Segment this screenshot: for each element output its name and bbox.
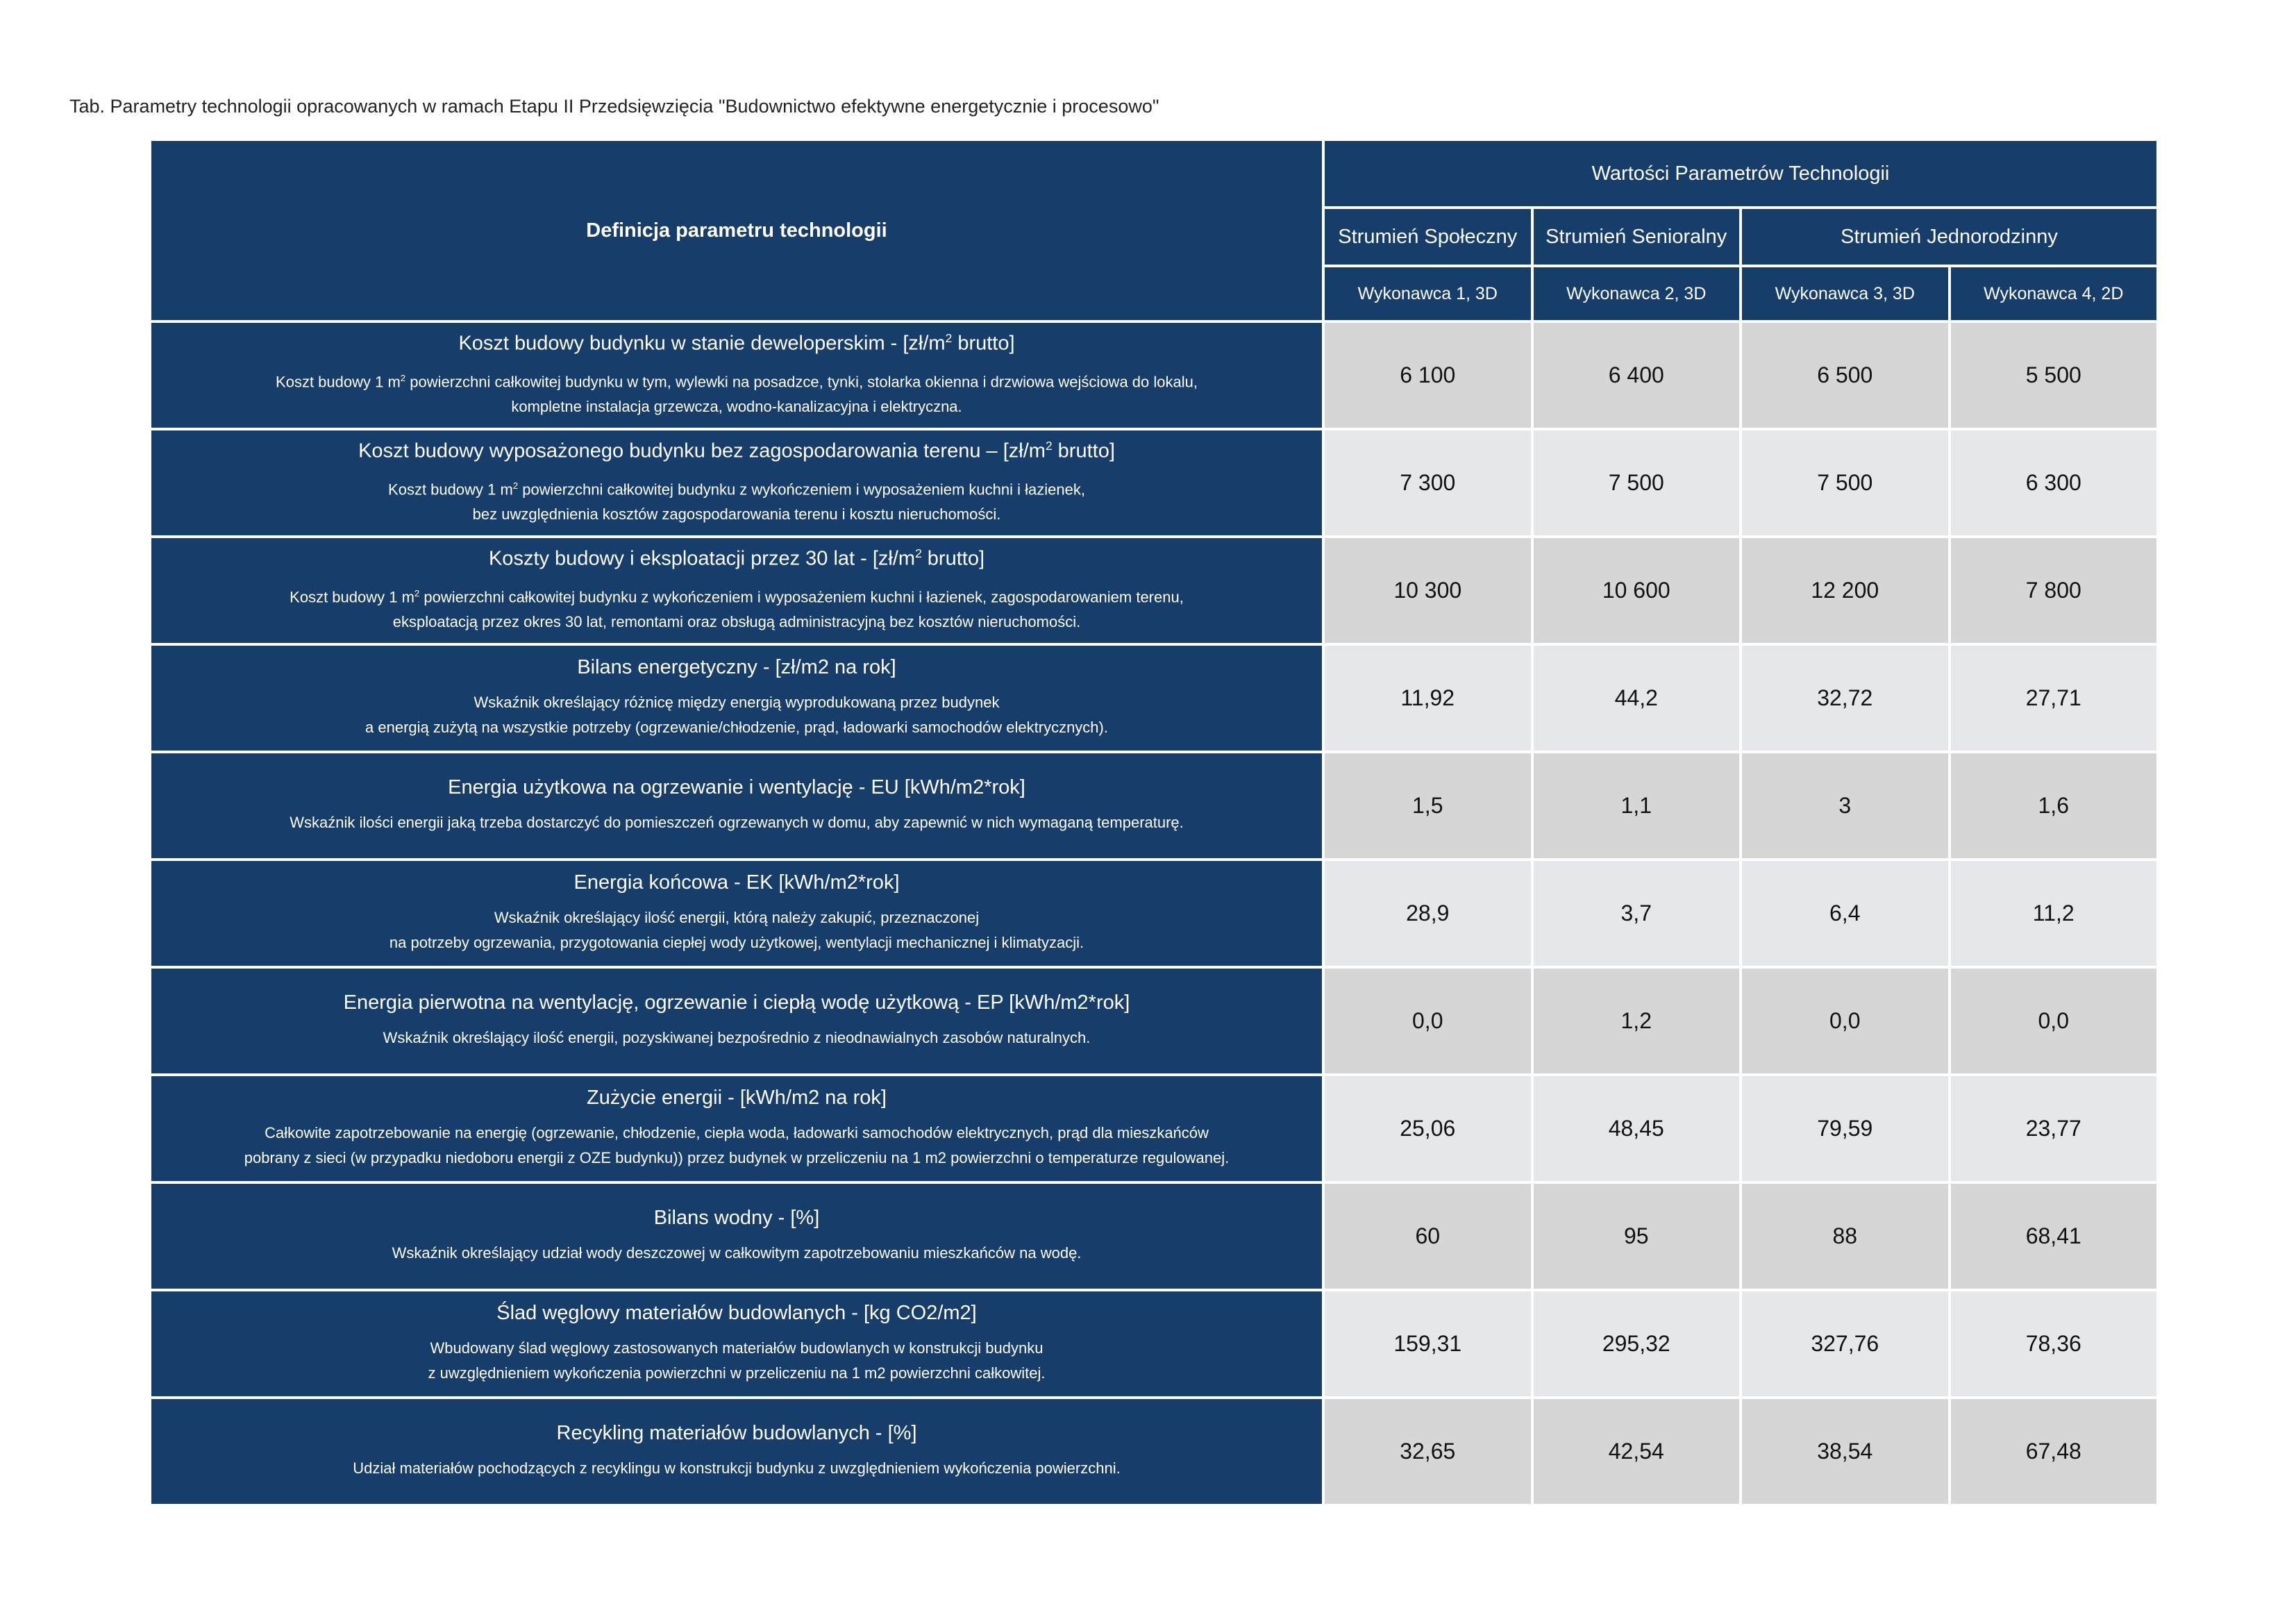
header-contractor-1: Wykonawca 1, 3D — [1325, 267, 1531, 320]
parameter-definition — [151, 969, 1322, 1073]
row-desc-line-1 — [172, 366, 1301, 394]
superscript: 2 — [915, 546, 922, 560]
row-title-text: Bilans wodny - [%] — [653, 1207, 820, 1229]
value-contractor-4: 27,71 — [1951, 646, 2157, 751]
row-title-suffix: brutto] — [1052, 440, 1115, 462]
header-stream-senior: Strumień Senioralny — [1534, 209, 1740, 265]
parameter-description — [172, 366, 1301, 419]
superscript: 2 — [1045, 438, 1053, 453]
parameter-description — [172, 1121, 1301, 1171]
value-contractor-4: 68,41 — [1951, 1184, 2157, 1289]
table-row — [151, 1076, 2156, 1181]
superscript: 2 — [400, 373, 406, 384]
table-row — [151, 753, 2156, 858]
row-title-text: Koszty budowy i eksploatacji przez 30 lat - [zł/m — [488, 547, 916, 570]
parameter-title — [172, 1207, 1301, 1230]
parameter-definition — [151, 753, 1322, 858]
value-contractor-4: 5 500 — [1951, 323, 2157, 428]
table-row — [151, 1184, 2156, 1289]
superscript: 2 — [945, 330, 953, 345]
row-desc-line-1 — [172, 1121, 1301, 1146]
value-contractor-3: 7 500 — [1742, 430, 1948, 535]
value-contractor-2: 1,2 — [1534, 969, 1740, 1073]
row-desc-text: Koszt budowy 1 m — [276, 373, 401, 391]
row-desc-text: Wbudowany ślad węglowy zastosowanych materiałów budowlanych w konstrukcji budynku — [430, 1339, 1044, 1357]
value-contractor-4: 67,48 — [1951, 1399, 2157, 1504]
value-contractor-2: 95 — [1534, 1184, 1740, 1289]
value-contractor-3: 38,54 — [1742, 1399, 1948, 1504]
row-title-text: Bilans energetyczny - [zł/m2 na rok] — [577, 656, 896, 678]
value-contractor-1: 0,0 — [1325, 969, 1531, 1073]
value-contractor-4: 0,0 — [1951, 969, 2157, 1073]
parameter-description — [172, 474, 1301, 527]
row-title-text: Energia użytkowa na ogrzewanie i wentylację - EU [kWh/m2*rok] — [448, 776, 1025, 798]
row-desc-line-1 — [172, 1456, 1301, 1481]
row-desc-line-1 — [172, 690, 1301, 715]
parameter-definition — [151, 538, 1322, 643]
value-contractor-3: 32,72 — [1742, 646, 1948, 751]
header-values-group: Wartości Parametrów Technologii — [1325, 141, 2156, 206]
row-desc-suffix: powierzchni całkowitej budynku z wykończeniem i wyposażeniem kuchni i łazienek, zagospodarowaniem terenu, — [419, 588, 1184, 606]
value-contractor-2: 1,1 — [1534, 753, 1740, 858]
value-contractor-4: 1,6 — [1951, 753, 2157, 858]
row-desc-line-2: z uwzględnieniem wykończenia powierzchni w przeliczeniu na 1 m2 powierzchni całkowitej. — [428, 1364, 1046, 1382]
value-contractor-4: 23,77 — [1951, 1076, 2157, 1181]
row-desc-text: Koszt budowy 1 m — [290, 588, 414, 606]
row-title-suffix: brutto] — [952, 332, 1015, 355]
parameter-title — [172, 546, 1301, 571]
value-contractor-3: 0,0 — [1742, 969, 1948, 1073]
value-contractor-4: 6 300 — [1951, 430, 2157, 535]
value-contractor-3: 327,76 — [1742, 1291, 1948, 1396]
parameter-definition — [151, 1184, 1322, 1289]
table-row — [151, 1399, 2156, 1504]
row-desc-text: Wskaźnik określający udział wody deszczowej w całkowitym zapotrzebowaniu mieszkańców na wodę. — [392, 1244, 1082, 1262]
row-desc-text: Całkowite zapotrzebowanie na energię (ogrzewanie, chłodzenie, ciepła woda, ładowarki samochodów elektrycznych, prąd dla mieszkańców — [265, 1124, 1209, 1141]
row-desc-text: Wskaźnik ilości energii jaką trzeba dostarczyć do pomieszczeń ogrzewanych w domu, aby zapewnić w nich wymaganą temperaturę. — [290, 814, 1184, 831]
header-contractor-2: Wykonawca 2, 3D — [1534, 267, 1740, 320]
value-contractor-3: 79,59 — [1742, 1076, 1948, 1181]
row-title-text: Zużycie energii - [kWh/m2 na rok] — [587, 1087, 887, 1109]
row-desc-line-2: a energią zużytą na wszystkie potrzeby (ogrzewanie/chłodzenie, prąd, ładowarki samochodów elektrycznych). — [365, 719, 1108, 736]
header-contractor-4: Wykonawca 4, 2D — [1951, 267, 2157, 320]
row-title-text: Energia końcowa - EK [kWh/m2*rok] — [573, 871, 900, 894]
table-row — [151, 1291, 2156, 1396]
parameter-description — [172, 1456, 1301, 1481]
table-caption: Tab. Parametry technologii opracowanych w ramach Etapu II Przedsięwzięcia "Budownictwo efektywne energetycznie i procesowo" — [69, 96, 1159, 117]
value-contractor-3: 3 — [1742, 753, 1948, 858]
value-contractor-2: 10 600 — [1534, 538, 1740, 643]
parameter-description — [172, 1026, 1301, 1050]
row-title-text: Koszt budowy budynku w stanie deweloperskim - [zł/m — [458, 332, 946, 355]
parameter-definition — [151, 1291, 1322, 1396]
value-contractor-2: 6 400 — [1534, 323, 1740, 428]
value-contractor-1: 32,65 — [1325, 1399, 1531, 1504]
row-desc-suffix: powierzchni całkowitej budynku w tym, wylewki na posadzce, tynki, stolarka okienna i drzwiowa wejściowa do lokalu, — [405, 373, 1198, 391]
row-title-suffix: brutto] — [921, 547, 985, 570]
row-desc-text: Wskaźnik określający ilość energii, którą należy zakupić, przeznaczonej — [494, 909, 980, 926]
parameter-title — [172, 1302, 1301, 1325]
row-desc-line-1 — [172, 905, 1301, 930]
parameter-title — [172, 656, 1301, 679]
parameter-description — [172, 690, 1301, 740]
parameter-definition — [151, 323, 1322, 428]
row-title-text: Koszt budowy wyposażonego budynku bez zagospodarowania terenu – [zł/m — [358, 440, 1046, 462]
value-contractor-3: 12 200 — [1742, 538, 1948, 643]
table-row — [151, 861, 2156, 966]
value-contractor-1: 11,92 — [1325, 646, 1531, 751]
parameter-definition — [151, 646, 1322, 751]
parameter-description — [172, 1241, 1301, 1266]
row-desc-line-1 — [172, 1241, 1301, 1266]
value-contractor-2: 42,54 — [1534, 1399, 1740, 1504]
value-contractor-1: 60 — [1325, 1184, 1531, 1289]
parameter-title — [172, 1422, 1301, 1445]
parameter-definition — [151, 430, 1322, 535]
value-contractor-2: 295,32 — [1534, 1291, 1740, 1396]
value-contractor-3: 88 — [1742, 1184, 1948, 1289]
value-contractor-4: 11,2 — [1951, 861, 2157, 966]
superscript: 2 — [414, 588, 420, 599]
header-definition: Definicja parametru technologii — [151, 141, 1322, 320]
header-stream-single-family: Strumień Jednorodzinny — [1742, 209, 2156, 265]
technology-parameters-table — [149, 138, 2159, 1507]
row-desc-line-2: bez uwzględnienia kosztów zagospodarowania terenu i kosztu nieruchomości. — [472, 505, 1001, 524]
row-desc-line-1 — [172, 581, 1301, 610]
value-contractor-4: 78,36 — [1951, 1291, 2157, 1396]
parameter-definition — [151, 861, 1322, 966]
value-contractor-1: 28,9 — [1325, 861, 1531, 966]
row-desc-text: Udział materiałów pochodzących z recyklingu w konstrukcji budynku z uwzględnieniem wykończenia powierzchni. — [353, 1459, 1121, 1477]
row-desc-line-2: eksploatacją przez okres 30 lat, remontami oraz obsługą administracyjną bez kosztów nieruchomości. — [392, 613, 1081, 631]
row-title-text: Ślad węglowy materiałów budowlanych - [kg CO2/m2] — [496, 1302, 977, 1324]
table-row — [151, 646, 2156, 751]
header-stream-social: Strumień Społeczny — [1325, 209, 1531, 265]
row-desc-line-2: pobrany z sieci (w przypadku niedoboru energii z OZE budynku)) przez budynek w przeliczeniu na 1 m2 powierzchni o temperaturze regulowanej. — [244, 1149, 1230, 1166]
row-desc-line-1 — [172, 810, 1301, 835]
table-row — [151, 969, 2156, 1073]
value-contractor-1: 10 300 — [1325, 538, 1531, 643]
row-desc-suffix: powierzchni całkowitej budynku z wykończeniem i wyposażeniem kuchni i łazienek, — [518, 480, 1085, 499]
superscript: 2 — [512, 480, 519, 492]
table-row — [151, 430, 2156, 535]
table-row — [151, 323, 2156, 428]
row-desc-line-1 — [172, 474, 1301, 502]
row-title-text: Energia pierwotna na wentylację, ogrzewanie i ciepłą wodę użytkową - EP [kWh/m2*rok] — [343, 991, 1130, 1014]
parameter-title — [172, 776, 1301, 799]
row-desc-line-1 — [172, 1026, 1301, 1050]
parameter-title — [172, 331, 1301, 355]
value-contractor-2: 44,2 — [1534, 646, 1740, 751]
value-contractor-2: 7 500 — [1534, 430, 1740, 535]
parameter-description — [172, 581, 1301, 635]
row-desc-text: Wskaźnik określający różnicę między energią wyprodukowaną przez budynek — [474, 694, 1000, 711]
value-contractor-1: 25,06 — [1325, 1076, 1531, 1181]
value-contractor-1: 1,5 — [1325, 753, 1531, 858]
parameter-description — [172, 905, 1301, 955]
parameter-title — [172, 871, 1301, 894]
parameter-title — [172, 991, 1301, 1014]
value-contractor-2: 3,7 — [1534, 861, 1740, 966]
parameter-description — [172, 810, 1301, 835]
parameter-definition — [151, 1076, 1322, 1181]
table-row — [151, 538, 2156, 643]
value-contractor-1: 6 100 — [1325, 323, 1531, 428]
row-title-text: Recykling materiałów budowlanych - [%] — [556, 1422, 917, 1444]
parameter-definition — [151, 1399, 1322, 1504]
row-desc-text: Wskaźnik określający ilość energii, pozyskiwanej bezpośrednio z nieodnawialnych zasobów naturalnych. — [383, 1029, 1091, 1046]
header-contractor-3: Wykonawca 3, 3D — [1742, 267, 1948, 320]
value-contractor-4: 7 800 — [1951, 538, 2157, 643]
value-contractor-3: 6 500 — [1742, 323, 1948, 428]
value-contractor-1: 159,31 — [1325, 1291, 1531, 1396]
row-desc-line-2: kompletne instalacja grzewcza, wodno-kanalizacyjna i elektryczna. — [511, 398, 962, 416]
row-desc-line-2: na potrzeby ogrzewania, przygotowania ciepłej wody użytkowej, wentylacji mechanicznej i klimatyzacji. — [389, 934, 1084, 951]
parameter-title — [172, 1087, 1301, 1110]
value-contractor-3: 6,4 — [1742, 861, 1948, 966]
row-desc-text: Koszt budowy 1 m — [388, 480, 513, 499]
parameter-title — [172, 439, 1301, 463]
value-contractor-2: 48,45 — [1534, 1076, 1740, 1181]
row-desc-line-1 — [172, 1336, 1301, 1361]
parameter-description — [172, 1336, 1301, 1386]
value-contractor-1: 7 300 — [1325, 430, 1531, 535]
